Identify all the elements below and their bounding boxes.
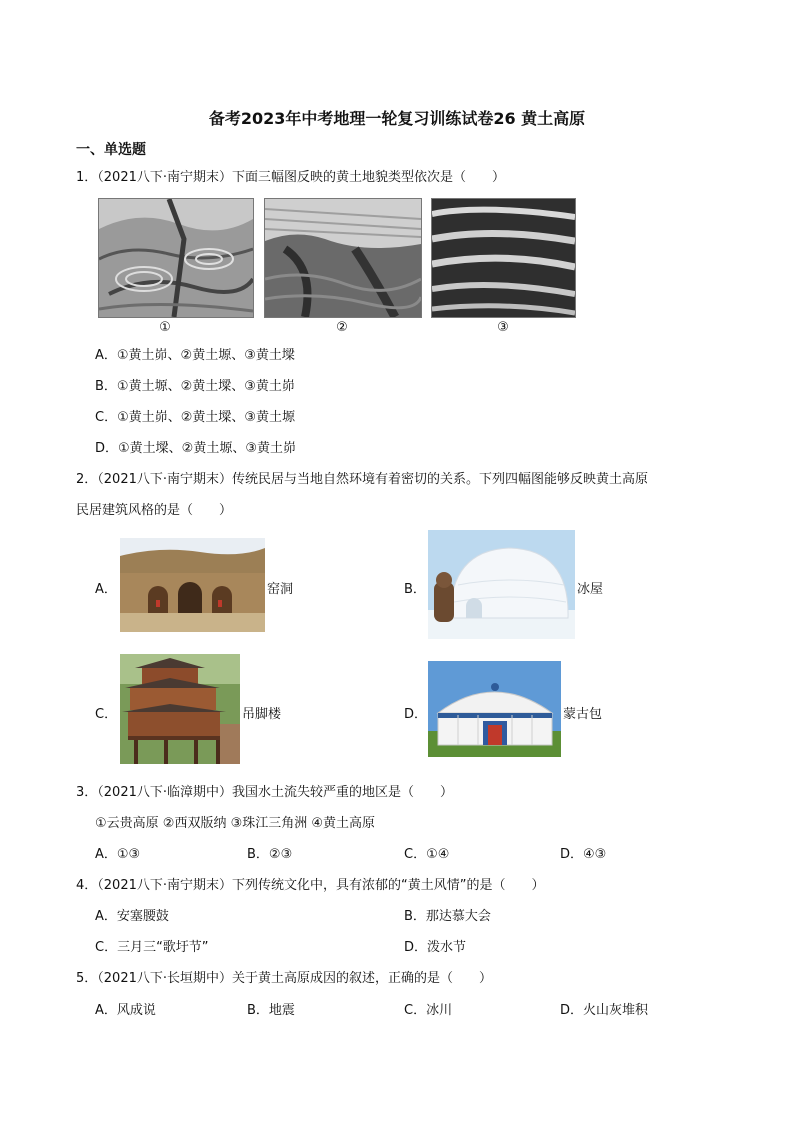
photo-3-caption: ③ <box>497 320 509 335</box>
q4-option-b[interactable]: B．那达慕大会 <box>404 909 491 924</box>
page-title: 备考2023年中考地理一轮复习训练试卷26 黄土高原 <box>208 109 586 128</box>
q2-option-a-letter[interactable]: A． <box>95 582 117 597</box>
loess-yuan-image <box>265 199 421 317</box>
igloo-photo[interactable] <box>428 530 575 639</box>
loess-landform-photo-2 <box>264 198 422 318</box>
stilt-house-photo[interactable] <box>120 654 240 764</box>
q3-option-b[interactable]: B．②③ <box>247 847 293 862</box>
q2-option-d-letter[interactable]: D． <box>404 707 428 722</box>
loess-liang-image <box>432 199 575 317</box>
question-3-stem: 3．（2021八下·临漳期中）我国水土流失较严重的地区是（ ） <box>76 785 453 800</box>
question-2-stem-line-1: 2．（2021八下·南宁期末）传统民居与当地自然环境有着密切的关系。下列四幅图能够反映黄土高原 <box>76 472 648 487</box>
q5-option-a[interactable]: A．风成说 <box>95 1003 156 1018</box>
q2-option-c-letter[interactable]: C． <box>95 707 118 722</box>
q1-option-b[interactable]: B．①黄土塬、②黄土墚、③黄土峁 <box>95 379 295 394</box>
cave-dwelling-photo[interactable] <box>120 538 265 632</box>
q2-option-d-label[interactable]: 蒙古包 <box>563 707 603 722</box>
q1-option-a[interactable]: A．①黄土峁、②黄土塬、③黄土墚 <box>95 348 295 363</box>
q4-option-d[interactable]: D．泼水节 <box>404 940 467 955</box>
q2-option-b-letter[interactable]: B． <box>404 582 426 597</box>
question-1-stem: 1．（2021八下·南宁期末）下面三幅图反映的黄土地貌类型依次是（ ） <box>76 170 505 185</box>
q3-option-d[interactable]: D．④③ <box>560 847 607 862</box>
photo-1-caption: ① <box>159 320 171 335</box>
q5-option-d[interactable]: D．火山灰堆积 <box>560 1003 649 1018</box>
q3-option-c[interactable]: C．①④ <box>404 847 450 862</box>
loess-mao-image <box>99 199 253 317</box>
q2-option-c-label[interactable]: 吊脚楼 <box>242 707 282 722</box>
q3-option-a[interactable]: A．①③ <box>95 847 141 862</box>
q4-option-c[interactable]: C．三月三“歌圩节” <box>95 940 209 955</box>
loess-landform-photo-3 <box>431 198 576 318</box>
q1-option-d[interactable]: D．①黄土墚、②黄土塬、③黄土峁 <box>95 441 296 456</box>
question-4-stem: 4．（2021八下·南宁期末）下列传统文化中，具有浓郁的“黄土风情”的是（ ） <box>76 878 545 893</box>
q5-option-c[interactable]: C．冰川 <box>404 1003 453 1018</box>
q1-option-c[interactable]: C．①黄土峁、②黄土墚、③黄土塬 <box>95 410 296 425</box>
loess-landform-photo-1 <box>98 198 254 318</box>
yurt-photo[interactable] <box>428 661 561 757</box>
stilt-house-image <box>120 654 240 764</box>
q3-items: ①云贵高原 ②西双版纳 ③珠江三角洲 ④黄土高原 <box>95 816 376 831</box>
q4-option-a[interactable]: A．安塞腰鼓 <box>95 909 169 924</box>
q2-option-a-label[interactable]: 窑洞 <box>267 582 294 597</box>
cave-dwelling-image <box>120 538 265 632</box>
photo-2-caption: ② <box>336 320 348 335</box>
igloo-image <box>428 530 575 639</box>
question-5-stem: 5．（2021八下·长垣期中）关于黄土高原成因的叙述，正确的是（ ） <box>76 971 492 986</box>
section-heading: 一、单选题 <box>76 142 146 158</box>
question-2-stem-line-2: 民居建筑风格的是（ ） <box>76 503 233 518</box>
q5-option-b[interactable]: B．地震 <box>247 1003 295 1018</box>
yurt-image <box>428 661 561 757</box>
q2-option-b-label[interactable]: 冰屋 <box>577 582 604 597</box>
